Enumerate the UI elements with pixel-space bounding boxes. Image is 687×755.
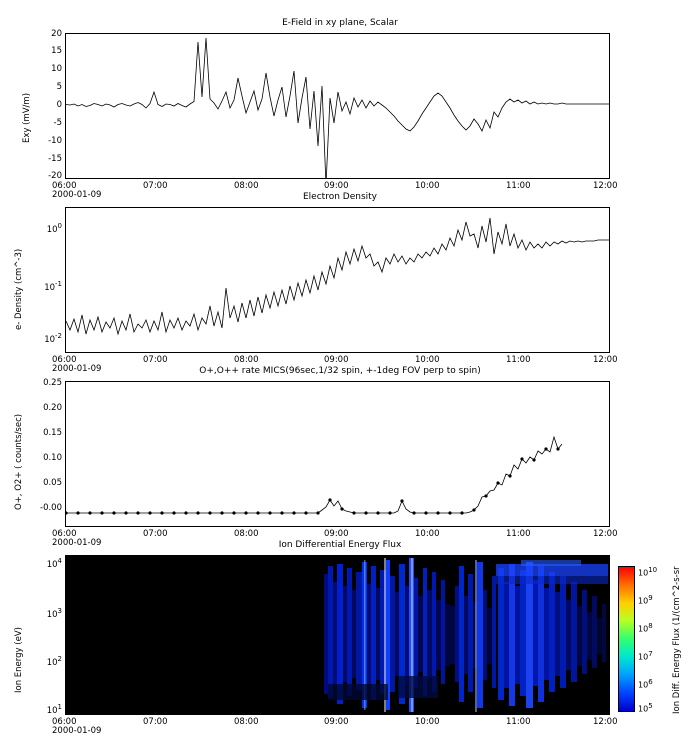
spectrogram-xtick-0900: 09:00 [324, 717, 349, 727]
colorbar-tick-1e7: 107 [638, 650, 653, 662]
spectrogram-xtick-0700: 07:00 [143, 717, 168, 727]
spectrogram-xtick-1000: 10:00 [415, 717, 440, 727]
ionrate-date-label: 2000-01-09 [52, 538, 102, 548]
efield-xtick-1100: 11:00 [506, 181, 531, 191]
density-xtick-0600: 06:00 [52, 355, 77, 365]
spectrogram-xtick-1100: 11:00 [506, 717, 531, 727]
density-trace [66, 208, 609, 352]
colorbar-tick-1e5: 105 [638, 702, 653, 714]
spectrogram-xtick-1200: 12:00 [593, 717, 618, 727]
efield-ytick-neg15: -15 [48, 154, 62, 164]
spectrogram-ytick-1e4: $10^4$ [46, 557, 62, 570]
panel-ionrate-title: O+,O++ rate MICS(96sec,1/32 spin, +-1deg FOV perp to spin) [199, 366, 481, 376]
spectrogram-ytick-1e2: $10^2$ [46, 655, 62, 668]
ionrate-ytick-005: 0.05 [43, 478, 62, 488]
ionrate-xtick-1000: 10:00 [415, 529, 440, 539]
ionrate-ylabel: O+, O2+ ( counts/sec) [14, 413, 24, 510]
ionrate-ytick-020: 0.20 [43, 403, 62, 413]
efield-xtick-0900: 09:00 [324, 181, 349, 191]
ionrate-ytick-015: 0.15 [43, 428, 62, 438]
colorbar-gradient [619, 567, 634, 711]
ionrate-xtick-0900: 09:00 [324, 529, 349, 539]
efield-xtick-1000: 10:00 [415, 181, 440, 191]
panel-efield-title: E-Field in xy plane, Scalar [282, 18, 398, 28]
colorbar [618, 566, 635, 712]
colorbar-tick-1e9: 109 [638, 594, 653, 606]
ionrate-xtick-0700: 07:00 [143, 529, 168, 539]
density-xtick-0700: 07:00 [143, 355, 168, 365]
density-ytick-1e-1: $10^{-1}$ [44, 280, 62, 293]
efield-ytick-5: 5 [56, 82, 62, 92]
efield-ytick-neg10: -10 [48, 136, 62, 146]
panel-efield-plot [65, 33, 610, 179]
efield-xtick-0700: 07:00 [143, 181, 168, 191]
ionrate-xtick-1100: 11:00 [506, 529, 531, 539]
spectrogram-ytick-1e1: $10^1$ [46, 703, 62, 716]
density-xtick-1200: 12:00 [593, 355, 618, 365]
panel-ionrate-plot [65, 381, 610, 527]
ionrate-ytick-000: -0.00 [40, 503, 62, 513]
efield-xtick-0600: 06:00 [52, 181, 77, 191]
efield-ytick-neg20: -20 [48, 171, 62, 181]
ionrate-xtick-0800: 08:00 [234, 529, 259, 539]
ionrate-xtick-0600: 06:00 [52, 529, 77, 539]
density-xtick-0900: 09:00 [324, 355, 349, 365]
density-xtick-1000: 10:00 [415, 355, 440, 365]
efield-ytick-10: 10 [51, 64, 62, 74]
panel-spectrogram-plot [65, 555, 610, 715]
density-xtick-1100: 11:00 [506, 355, 531, 365]
density-ylabel: e- Density (cm^-3) [14, 248, 24, 330]
panel-density-title: Electron Density [303, 192, 377, 202]
efield-ytick-15: 15 [51, 46, 62, 56]
efield-xtick-0800: 08:00 [234, 181, 259, 191]
density-ytick-1e0: $10^0$ [46, 222, 62, 235]
density-ytick-1e-2: $10^{-2}$ [44, 332, 62, 345]
ionrate-xtick-1200: 12:00 [593, 529, 618, 539]
colorbar-tick-1e8: 108 [638, 622, 653, 634]
efield-ytick-20: 20 [51, 29, 62, 39]
efield-date-label: 2000-01-09 [52, 190, 102, 200]
spectrogram-xtick-0800: 08:00 [234, 717, 259, 727]
ionrate-markers [66, 447, 560, 514]
ionrate-ytick-025: 0.25 [43, 378, 62, 388]
spectrogram-ylabel: Ion Energy (eV) [14, 627, 24, 693]
panel-spectrogram-title: Ion Differential Energy Flux [278, 540, 402, 550]
density-date-label: 2000-01-09 [52, 364, 102, 374]
panel-density-plot [65, 207, 610, 353]
colorbar-tick-1e10: 1010 [638, 566, 658, 578]
spectrogram-date-label: 2000-01-09 [52, 726, 102, 736]
ionrate-trace [66, 382, 609, 526]
spectrogram-ytick-1e3: $10^3$ [46, 607, 62, 620]
efield-xtick-1200: 12:00 [593, 181, 618, 191]
colorbar-tick-1e6: 106 [638, 678, 653, 690]
efield-ytick-neg5: -5 [53, 118, 62, 128]
efield-ytick-0: 0 [56, 100, 62, 110]
spectrogram-image [66, 556, 609, 714]
efield-trace [66, 34, 609, 178]
colorbar-title: Ion Diff. Energy Flux (1/(cm^2-s-sr [672, 566, 682, 714]
density-xtick-0800: 08:00 [234, 355, 259, 365]
spectrogram-xtick-0600: 06:00 [52, 717, 77, 727]
efield-ylabel: Exy (mV/m) [22, 92, 32, 143]
ionrate-ytick-010: 0.10 [43, 453, 62, 463]
